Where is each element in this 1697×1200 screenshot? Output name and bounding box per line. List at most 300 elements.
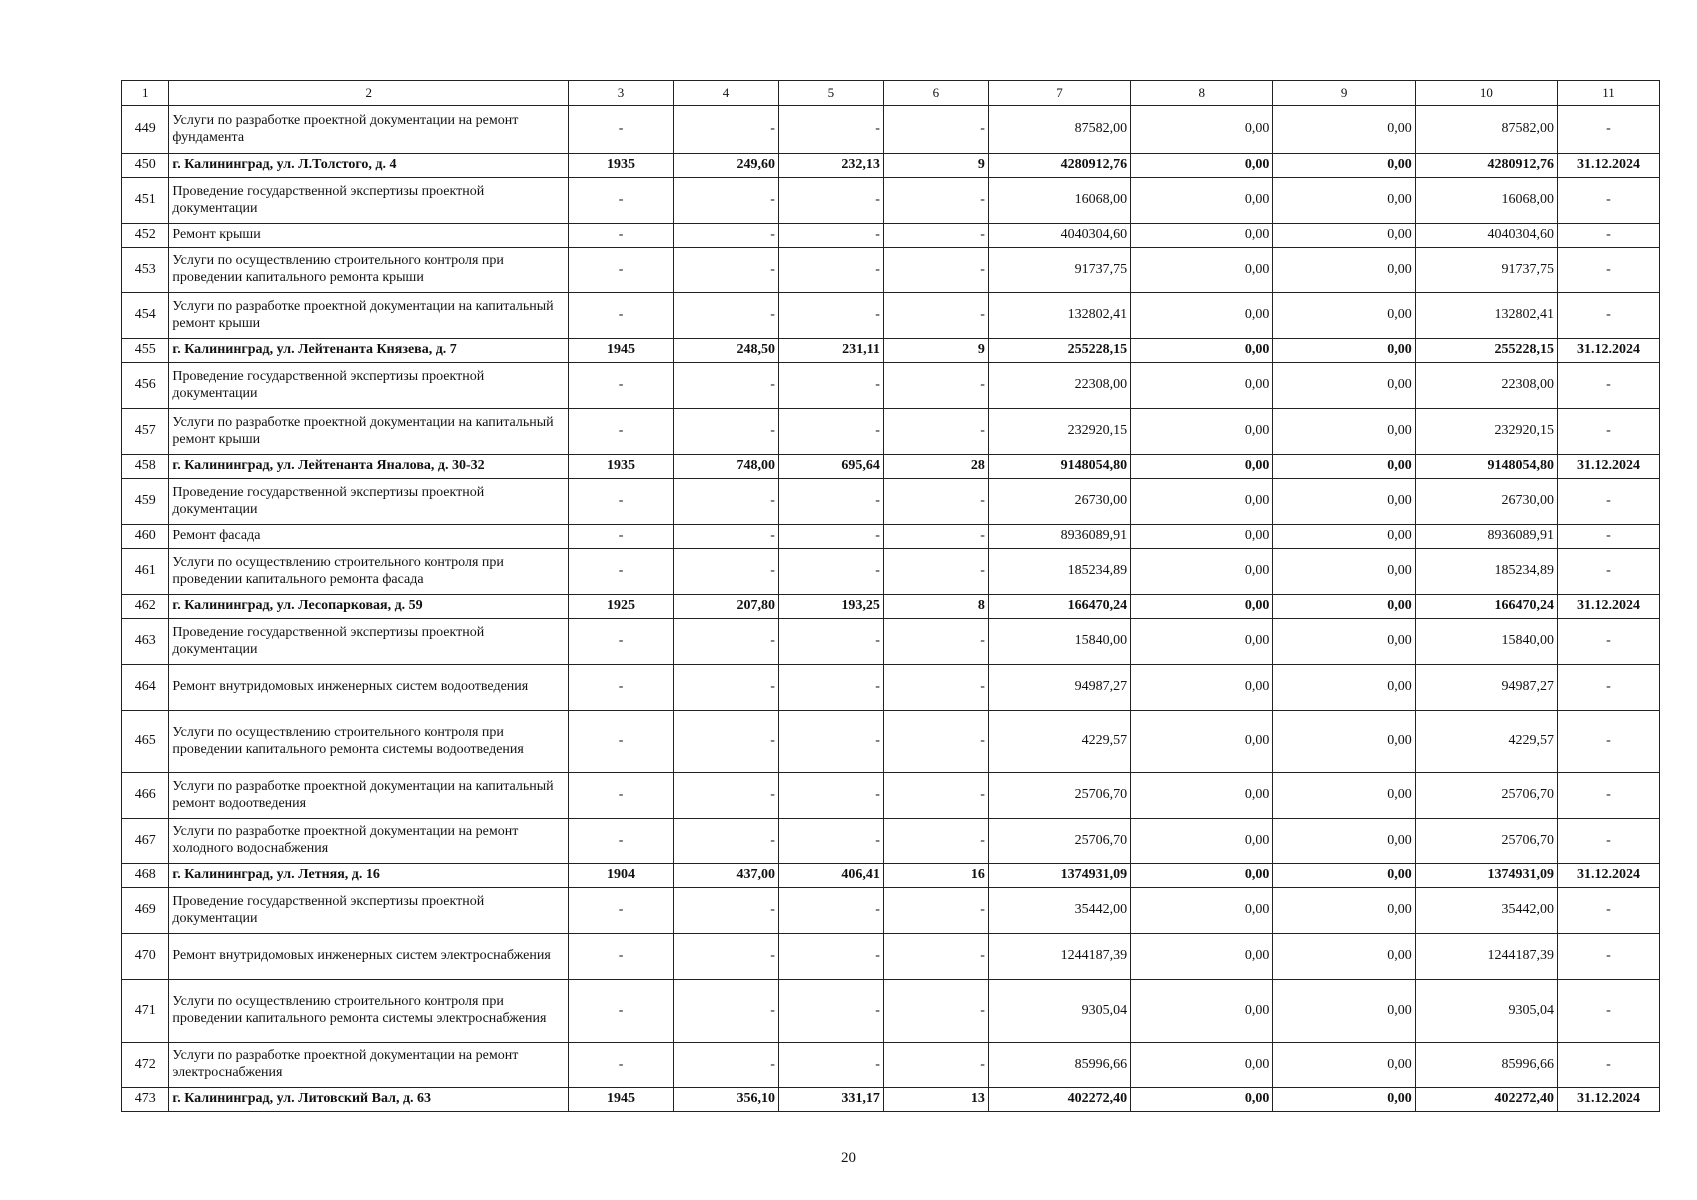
item-name-cell: Услуги по разработке проектной документации на ремонт фундамента: [169, 106, 569, 154]
col-5-cell: -: [778, 549, 883, 595]
col-9-cell: 0,00: [1273, 479, 1415, 525]
work-item-row: [122, 178, 1660, 224]
row-number-cell: 473: [122, 1088, 169, 1112]
address-row: [122, 864, 1660, 888]
col-3-cell: -: [569, 224, 674, 248]
col-5-cell: -: [778, 409, 883, 455]
item-name-cell: Ремонт внутридомовых инженерных систем водоотведения: [169, 665, 569, 711]
col-9-cell: 0,00: [1273, 455, 1415, 479]
col-10-cell: 35442,00: [1415, 888, 1557, 934]
col-10-cell: 16068,00: [1415, 178, 1557, 224]
col-7-cell: 402272,40: [988, 1088, 1130, 1112]
col-7-cell: 25706,70: [988, 819, 1130, 864]
col-9-cell: 0,00: [1273, 595, 1415, 619]
item-name-cell: Ремонт внутридомовых инженерных систем электроснабжения: [169, 934, 569, 980]
col-4-cell: -: [674, 619, 779, 665]
col-11-cell: -: [1557, 479, 1659, 525]
col-6-cell: 9: [883, 154, 988, 178]
col-4-cell: -: [674, 980, 779, 1043]
col-8-cell: 0,00: [1131, 154, 1273, 178]
work-item-row: [122, 549, 1660, 595]
col-8-cell: 0,00: [1131, 934, 1273, 980]
item-name-cell: Услуги по осуществлению строительного контроля при проведении капитального ремонта крыши: [169, 248, 569, 293]
col-11-cell: -: [1557, 711, 1659, 773]
col-8-cell: 0,00: [1131, 106, 1273, 154]
item-name-cell: Услуги по разработке проектной документации на ремонт электроснабжения: [169, 1043, 569, 1088]
col-3-cell: 1945: [569, 339, 674, 363]
col-3-cell: 1925: [569, 595, 674, 619]
col-4-cell: -: [674, 106, 779, 154]
col-11-cell: -: [1557, 934, 1659, 980]
col-6-cell: 16: [883, 864, 988, 888]
col-5-cell: -: [778, 934, 883, 980]
row-number-cell: 464: [122, 665, 169, 711]
work-item-row: [122, 106, 1660, 154]
header-cell: 10: [1415, 81, 1557, 106]
col-3-cell: -: [569, 106, 674, 154]
row-number-cell: 463: [122, 619, 169, 665]
col-8-cell: 0,00: [1131, 409, 1273, 455]
col-8-cell: 0,00: [1131, 619, 1273, 665]
page-number: 20: [841, 1150, 856, 1166]
item-name-cell: Услуги по осуществлению строительного контроля при проведении капитального ремонта системы электроснабжения: [169, 980, 569, 1043]
row-number-cell: 452: [122, 224, 169, 248]
work-item-row: [122, 888, 1660, 934]
item-name-cell: Проведение государственной экспертизы проектной документации: [169, 479, 569, 525]
col-5-cell: -: [778, 773, 883, 819]
col-6-cell: 8: [883, 595, 988, 619]
col-5-cell: -: [778, 479, 883, 525]
item-name-cell: Ремонт фасада: [169, 525, 569, 549]
row-number-cell: 461: [122, 549, 169, 595]
col-6-cell: 28: [883, 455, 988, 479]
col-11-cell: -: [1557, 773, 1659, 819]
col-9-cell: 0,00: [1273, 549, 1415, 595]
header-cell: 8: [1131, 81, 1273, 106]
row-number-cell: 468: [122, 864, 169, 888]
col-11-cell: -: [1557, 888, 1659, 934]
work-item-row: [122, 665, 1660, 711]
col-7-cell: 26730,00: [988, 479, 1130, 525]
col-7-cell: 9148054,80: [988, 455, 1130, 479]
col-4-cell: -: [674, 479, 779, 525]
col-5-cell: 231,11: [778, 339, 883, 363]
col-10-cell: 9305,04: [1415, 980, 1557, 1043]
col-6-cell: -: [883, 1043, 988, 1088]
col-3-cell: -: [569, 819, 674, 864]
col-3-cell: -: [569, 773, 674, 819]
col-6-cell: -: [883, 934, 988, 980]
header-cell: 2: [169, 81, 569, 106]
col-5-cell: -: [778, 711, 883, 773]
col-7-cell: 22308,00: [988, 363, 1130, 409]
col-3-cell: 1945: [569, 1088, 674, 1112]
col-11-cell: -: [1557, 665, 1659, 711]
col-7-cell: 8936089,91: [988, 525, 1130, 549]
col-8-cell: 0,00: [1131, 293, 1273, 339]
col-10-cell: 8936089,91: [1415, 525, 1557, 549]
row-number-cell: 449: [122, 106, 169, 154]
item-name-cell: Услуги по разработке проектной документации на капитальный ремонт крыши: [169, 409, 569, 455]
header-cell: 11: [1557, 81, 1659, 106]
col-11-cell: 31.12.2024: [1557, 1088, 1659, 1112]
work-item-row: [122, 224, 1660, 248]
col-4-cell: 437,00: [674, 864, 779, 888]
col-4-cell: 248,50: [674, 339, 779, 363]
col-6-cell: -: [883, 549, 988, 595]
col-4-cell: 748,00: [674, 455, 779, 479]
col-4-cell: -: [674, 665, 779, 711]
item-name-cell: г. Калининград, ул. Летняя, д. 16: [169, 864, 569, 888]
row-number-cell: 457: [122, 409, 169, 455]
col-5-cell: -: [778, 106, 883, 154]
col-11-cell: 31.12.2024: [1557, 339, 1659, 363]
col-6-cell: -: [883, 106, 988, 154]
col-8-cell: 0,00: [1131, 819, 1273, 864]
col-4-cell: -: [674, 224, 779, 248]
header-cell: 1: [122, 81, 169, 106]
col-9-cell: 0,00: [1273, 525, 1415, 549]
col-7-cell: 1244187,39: [988, 934, 1130, 980]
col-4-cell: -: [674, 248, 779, 293]
col-3-cell: -: [569, 178, 674, 224]
col-11-cell: -: [1557, 363, 1659, 409]
col-10-cell: 91737,75: [1415, 248, 1557, 293]
row-number-cell: 467: [122, 819, 169, 864]
col-11-cell: -: [1557, 178, 1659, 224]
row-number-cell: 450: [122, 154, 169, 178]
capital-repair-table: [121, 80, 1660, 1112]
col-6-cell: -: [883, 525, 988, 549]
work-item-row: [122, 934, 1660, 980]
col-3-cell: -: [569, 665, 674, 711]
col-5-cell: -: [778, 248, 883, 293]
col-8-cell: 0,00: [1131, 980, 1273, 1043]
col-3-cell: -: [569, 525, 674, 549]
col-7-cell: 4229,57: [988, 711, 1130, 773]
col-4-cell: -: [674, 819, 779, 864]
col-10-cell: 25706,70: [1415, 773, 1557, 819]
col-11-cell: -: [1557, 293, 1659, 339]
address-row: [122, 339, 1660, 363]
col-8-cell: 0,00: [1131, 1088, 1273, 1112]
col-9-cell: 0,00: [1273, 224, 1415, 248]
work-item-row: [122, 773, 1660, 819]
col-11-cell: -: [1557, 248, 1659, 293]
col-5-cell: 193,25: [778, 595, 883, 619]
col-5-cell: 331,17: [778, 1088, 883, 1112]
col-7-cell: 87582,00: [988, 106, 1130, 154]
col-9-cell: 0,00: [1273, 711, 1415, 773]
col-8-cell: 0,00: [1131, 595, 1273, 619]
col-6-cell: -: [883, 363, 988, 409]
col-7-cell: 232920,15: [988, 409, 1130, 455]
col-4-cell: -: [674, 773, 779, 819]
col-8-cell: 0,00: [1131, 525, 1273, 549]
col-5-cell: -: [778, 293, 883, 339]
col-3-cell: -: [569, 363, 674, 409]
col-5-cell: -: [778, 178, 883, 224]
col-10-cell: 166470,24: [1415, 595, 1557, 619]
col-9-cell: 0,00: [1273, 980, 1415, 1043]
col-6-cell: -: [883, 773, 988, 819]
header-cell: 5: [778, 81, 883, 106]
col-7-cell: 4040304,60: [988, 224, 1130, 248]
col-7-cell: 35442,00: [988, 888, 1130, 934]
col-9-cell: 0,00: [1273, 106, 1415, 154]
row-number-cell: 469: [122, 888, 169, 934]
col-10-cell: 1244187,39: [1415, 934, 1557, 980]
col-6-cell: -: [883, 711, 988, 773]
col-11-cell: -: [1557, 549, 1659, 595]
col-4-cell: -: [674, 178, 779, 224]
col-10-cell: 94987,27: [1415, 665, 1557, 711]
col-6-cell: -: [883, 293, 988, 339]
col-10-cell: 4280912,76: [1415, 154, 1557, 178]
col-10-cell: 132802,41: [1415, 293, 1557, 339]
col-11-cell: -: [1557, 619, 1659, 665]
col-8-cell: 0,00: [1131, 773, 1273, 819]
header-cell: 3: [569, 81, 674, 106]
col-10-cell: 22308,00: [1415, 363, 1557, 409]
col-9-cell: 0,00: [1273, 934, 1415, 980]
col-6-cell: 13: [883, 1088, 988, 1112]
address-row: [122, 595, 1660, 619]
item-name-cell: г. Калининград, ул. Литовский Вал, д. 63: [169, 1088, 569, 1112]
col-7-cell: 91737,75: [988, 248, 1130, 293]
item-name-cell: Проведение государственной экспертизы проектной документации: [169, 888, 569, 934]
col-7-cell: 16068,00: [988, 178, 1130, 224]
col-5-cell: -: [778, 619, 883, 665]
col-3-cell: -: [569, 409, 674, 455]
col-5-cell: 406,41: [778, 864, 883, 888]
col-4-cell: -: [674, 711, 779, 773]
col-9-cell: 0,00: [1273, 1043, 1415, 1088]
row-number-cell: 455: [122, 339, 169, 363]
col-4-cell: -: [674, 934, 779, 980]
col-8-cell: 0,00: [1131, 248, 1273, 293]
col-9-cell: 0,00: [1273, 339, 1415, 363]
col-8-cell: 0,00: [1131, 864, 1273, 888]
col-5-cell: 695,64: [778, 455, 883, 479]
row-number-cell: 465: [122, 711, 169, 773]
col-4-cell: -: [674, 525, 779, 549]
col-6-cell: -: [883, 178, 988, 224]
col-3-cell: 1935: [569, 455, 674, 479]
row-number-cell: 458: [122, 455, 169, 479]
col-4-cell: -: [674, 409, 779, 455]
work-item-row: [122, 819, 1660, 864]
col-7-cell: 9305,04: [988, 980, 1130, 1043]
row-number-cell: 460: [122, 525, 169, 549]
row-number-cell: 451: [122, 178, 169, 224]
col-8-cell: 0,00: [1131, 224, 1273, 248]
col-7-cell: 132802,41: [988, 293, 1130, 339]
col-9-cell: 0,00: [1273, 1088, 1415, 1112]
col-7-cell: 4280912,76: [988, 154, 1130, 178]
col-5-cell: -: [778, 888, 883, 934]
col-6-cell: -: [883, 479, 988, 525]
col-10-cell: 9148054,80: [1415, 455, 1557, 479]
item-name-cell: г. Калининград, ул. Лесопарковая, д. 59: [169, 595, 569, 619]
work-item-row: [122, 409, 1660, 455]
col-8-cell: 0,00: [1131, 455, 1273, 479]
work-item-row: [122, 248, 1660, 293]
col-7-cell: 25706,70: [988, 773, 1130, 819]
col-5-cell: 232,13: [778, 154, 883, 178]
col-7-cell: 94987,27: [988, 665, 1130, 711]
work-item-row: [122, 293, 1660, 339]
col-6-cell: 9: [883, 339, 988, 363]
col-9-cell: 0,00: [1273, 665, 1415, 711]
row-number-cell: 453: [122, 248, 169, 293]
item-name-cell: Услуги по осуществлению строительного контроля при проведении капитального ремонта системы водоотведения: [169, 711, 569, 773]
item-name-cell: г. Калининград, ул. Лейтенанта Яналова, д. 30-32: [169, 455, 569, 479]
col-11-cell: -: [1557, 1043, 1659, 1088]
col-7-cell: 255228,15: [988, 339, 1130, 363]
item-name-cell: Ремонт крыши: [169, 224, 569, 248]
col-11-cell: -: [1557, 819, 1659, 864]
item-name-cell: Проведение государственной экспертизы проектной документации: [169, 619, 569, 665]
col-8-cell: 0,00: [1131, 665, 1273, 711]
col-11-cell: -: [1557, 409, 1659, 455]
row-number-cell: 471: [122, 980, 169, 1043]
col-8-cell: 0,00: [1131, 479, 1273, 525]
col-5-cell: -: [778, 224, 883, 248]
col-8-cell: 0,00: [1131, 339, 1273, 363]
item-name-cell: Проведение государственной экспертизы проектной документации: [169, 178, 569, 224]
item-name-cell: Услуги по осуществлению строительного контроля при проведении капитального ремонта фасада: [169, 549, 569, 595]
col-7-cell: 185234,89: [988, 549, 1130, 595]
header-cell: 4: [674, 81, 779, 106]
work-item-row: [122, 479, 1660, 525]
col-6-cell: -: [883, 409, 988, 455]
col-4-cell: 207,80: [674, 595, 779, 619]
col-9-cell: 0,00: [1273, 619, 1415, 665]
col-7-cell: 166470,24: [988, 595, 1130, 619]
col-6-cell: -: [883, 665, 988, 711]
col-9-cell: 0,00: [1273, 888, 1415, 934]
col-11-cell: -: [1557, 224, 1659, 248]
col-5-cell: -: [778, 525, 883, 549]
col-11-cell: -: [1557, 525, 1659, 549]
col-10-cell: 4040304,60: [1415, 224, 1557, 248]
work-item-row: [122, 1043, 1660, 1088]
col-4-cell: 356,10: [674, 1088, 779, 1112]
col-3-cell: -: [569, 980, 674, 1043]
row-number-cell: 454: [122, 293, 169, 339]
col-3-cell: -: [569, 248, 674, 293]
col-5-cell: -: [778, 1043, 883, 1088]
col-3-cell: -: [569, 549, 674, 595]
col-5-cell: -: [778, 819, 883, 864]
col-9-cell: 0,00: [1273, 819, 1415, 864]
col-5-cell: -: [778, 980, 883, 1043]
work-item-row: [122, 363, 1660, 409]
address-row: [122, 1088, 1660, 1112]
header-cell: 6: [883, 81, 988, 106]
col-4-cell: 249,60: [674, 154, 779, 178]
col-9-cell: 0,00: [1273, 293, 1415, 339]
col-4-cell: -: [674, 549, 779, 595]
col-3-cell: -: [569, 293, 674, 339]
col-6-cell: -: [883, 980, 988, 1043]
col-11-cell: -: [1557, 980, 1659, 1043]
col-3-cell: 1935: [569, 154, 674, 178]
row-number-cell: 456: [122, 363, 169, 409]
col-3-cell: 1904: [569, 864, 674, 888]
col-4-cell: -: [674, 293, 779, 339]
column-number-header-row: [122, 81, 1660, 106]
work-item-row: [122, 525, 1660, 549]
col-6-cell: -: [883, 619, 988, 665]
col-11-cell: 31.12.2024: [1557, 595, 1659, 619]
col-10-cell: 4229,57: [1415, 711, 1557, 773]
item-name-cell: Услуги по разработке проектной документации на ремонт холодного водоснабжения: [169, 819, 569, 864]
col-3-cell: -: [569, 1043, 674, 1088]
col-9-cell: 0,00: [1273, 363, 1415, 409]
col-7-cell: 1374931,09: [988, 864, 1130, 888]
row-number-cell: 472: [122, 1043, 169, 1088]
col-3-cell: -: [569, 479, 674, 525]
col-8-cell: 0,00: [1131, 178, 1273, 224]
work-item-row: [122, 711, 1660, 773]
col-7-cell: 15840,00: [988, 619, 1130, 665]
col-10-cell: 26730,00: [1415, 479, 1557, 525]
row-number-cell: 459: [122, 479, 169, 525]
col-4-cell: -: [674, 363, 779, 409]
col-9-cell: 0,00: [1273, 864, 1415, 888]
col-11-cell: -: [1557, 106, 1659, 154]
col-9-cell: 0,00: [1273, 773, 1415, 819]
col-10-cell: 25706,70: [1415, 819, 1557, 864]
col-10-cell: 402272,40: [1415, 1088, 1557, 1112]
col-3-cell: -: [569, 888, 674, 934]
col-11-cell: 31.12.2024: [1557, 455, 1659, 479]
col-5-cell: -: [778, 665, 883, 711]
col-9-cell: 0,00: [1273, 248, 1415, 293]
col-6-cell: -: [883, 888, 988, 934]
col-10-cell: 255228,15: [1415, 339, 1557, 363]
col-8-cell: 0,00: [1131, 711, 1273, 773]
col-10-cell: 232920,15: [1415, 409, 1557, 455]
item-name-cell: Услуги по разработке проектной документации на капитальный ремонт крыши: [169, 293, 569, 339]
col-6-cell: -: [883, 224, 988, 248]
item-name-cell: г. Калининград, ул. Лейтенанта Князева, д. 7: [169, 339, 569, 363]
col-8-cell: 0,00: [1131, 549, 1273, 595]
col-3-cell: -: [569, 711, 674, 773]
address-row: [122, 455, 1660, 479]
col-8-cell: 0,00: [1131, 888, 1273, 934]
address-row: [122, 154, 1660, 178]
col-9-cell: 0,00: [1273, 154, 1415, 178]
row-number-cell: 462: [122, 595, 169, 619]
item-name-cell: г. Калининград, ул. Л.Толстого, д. 4: [169, 154, 569, 178]
header-cell: 9: [1273, 81, 1415, 106]
col-8-cell: 0,00: [1131, 1043, 1273, 1088]
col-9-cell: 0,00: [1273, 178, 1415, 224]
col-5-cell: -: [778, 363, 883, 409]
work-item-row: [122, 980, 1660, 1043]
row-number-cell: 470: [122, 934, 169, 980]
col-6-cell: -: [883, 248, 988, 293]
col-6-cell: -: [883, 819, 988, 864]
col-9-cell: 0,00: [1273, 409, 1415, 455]
work-item-row: [122, 619, 1660, 665]
col-7-cell: 85996,66: [988, 1043, 1130, 1088]
col-4-cell: -: [674, 888, 779, 934]
col-10-cell: 87582,00: [1415, 106, 1557, 154]
